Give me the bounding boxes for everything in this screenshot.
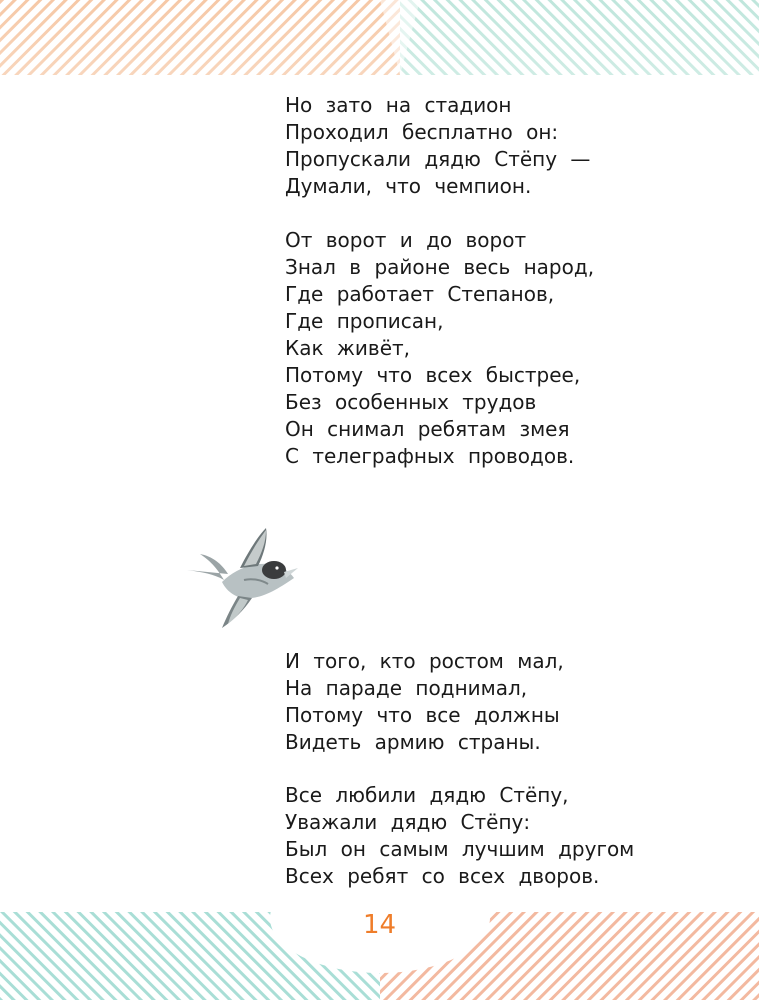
verse-line: И того, кто ростом мал, bbox=[285, 649, 564, 673]
verse-line: Потому что всех быстрее, bbox=[285, 363, 581, 387]
verse-line: Где работает Степанов, bbox=[285, 282, 555, 306]
verse-line: С телеграфных проводов. bbox=[285, 444, 575, 468]
stanza-4 bbox=[285, 782, 634, 890]
verse-line: Без особенных трудов bbox=[285, 390, 537, 414]
verse-line: Думали, что чемпион. bbox=[285, 174, 532, 198]
stanza-1 bbox=[285, 92, 590, 200]
verse-line: На параде поднимал, bbox=[285, 676, 528, 700]
verse-line: Где прописан, bbox=[285, 309, 444, 333]
verse-line: Потому что все должны bbox=[285, 703, 560, 727]
verse-line: Видеть армию страны. bbox=[285, 730, 541, 754]
top-stripe-band bbox=[0, 0, 759, 75]
verse-line: Но зато на стадион bbox=[285, 93, 512, 117]
verse-line: Как живёт, bbox=[285, 336, 411, 360]
verse-line: Все любили дядю Стёпу, bbox=[285, 783, 569, 807]
stanza-3 bbox=[285, 648, 564, 756]
verse-line: От ворот и до ворот bbox=[285, 228, 527, 252]
verse-line: Пропускали дядю Стёпу — bbox=[285, 147, 591, 171]
verse-line: Был он самым лучшим другом bbox=[285, 837, 635, 861]
flying-bird-illustration bbox=[182, 522, 302, 632]
page-number: 14 bbox=[362, 910, 397, 940]
verse-line: Он снимал ребятам змея bbox=[285, 417, 570, 441]
verse-line: Проходил бесплатно он: bbox=[285, 120, 559, 144]
verse-line: Всех ребят со всех дворов. bbox=[285, 864, 600, 888]
stanza-2 bbox=[285, 227, 594, 470]
verse-line: Уважали дядю Стёпу: bbox=[285, 810, 531, 834]
verse-line: Знал в районе весь народ, bbox=[285, 255, 595, 279]
